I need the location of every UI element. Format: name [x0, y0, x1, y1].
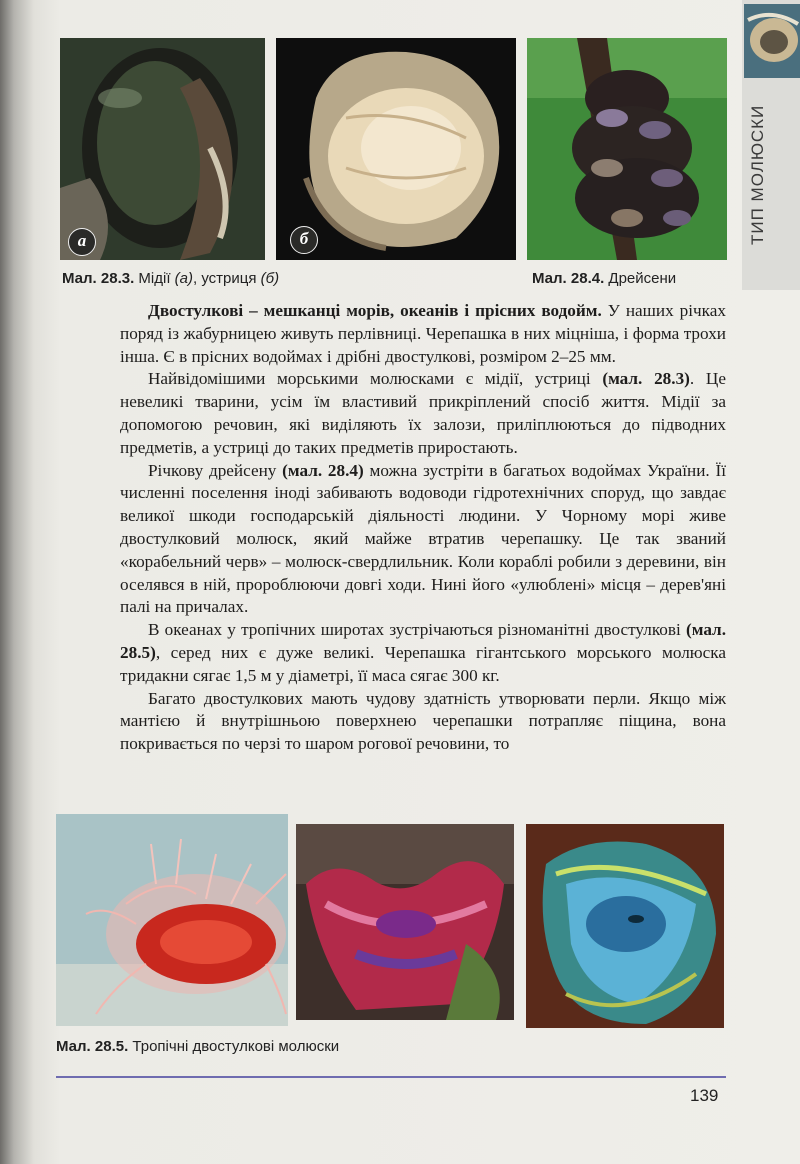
paragraph-5 — [120, 688, 726, 756]
paragraph-3-text-2: можна зустріти в багатьох водоймах України. Її численні поселення іноді забивають водоводи гідротехнічних споруд, що завдає великої шкоди господарській діяльності людини. У Чорному морі живе двостулковий молюск, який майже втратив черепашку. Це так званий «корабельний черв» – молюск-свердлильник. Коли кораблі робили з деревини, він оселявся в ній, пророблюючи довгі ходи. Нині його «улюблені» місця – дерев'яні палі на причалах. — [120, 460, 726, 617]
caption-fig-28-3-label: Мал. 28.3. — [62, 270, 135, 287]
caption-fig-28-3-text-b: , устриця — [193, 270, 261, 287]
photo-flame-scallop — [56, 814, 288, 1026]
paragraph-5-text: Багато двостулкових мають чудову здатність утворювати перли. Якщо між мантією й внутрішньою поверхнею черепашки потрапляє піщина, вона покривається по черзі то шаром рогової речовини, то — [120, 688, 726, 754]
caption-fig-28-4 — [532, 270, 676, 287]
caption-fig-28-5 — [56, 1038, 339, 1055]
badge-b: б — [290, 226, 318, 254]
paragraph-4-ref: (мал. 28.5) — [120, 620, 726, 662]
paragraph-2-text-2: . Це невеликі тварини, усім їм властивий прикріплений спосіб життя. Мідії за допомогою речовин, які виділяють їх залози, приліплюються до підводних предметів, а устриці до таких предметів приростають. — [120, 369, 726, 457]
caption-fig-28-4-label: Мал. 28.4. — [532, 270, 605, 287]
caption-fig-28-3-mark-a: (а) — [174, 270, 194, 287]
paragraph-2-text-1: Найвідомішими морськими молюсками є мідії, устриці — [148, 369, 603, 389]
paragraph-1-text: У наших річках поряд із жабурницею живуть перлівниці. Черепашка в них міцніша, і форма трохи інша. Є в прісних водоймах і дрібні двостулкові, розміром 2–25 мм. — [120, 301, 726, 366]
photo-zebra-mussels — [527, 38, 727, 260]
badge-a: а — [68, 228, 96, 256]
caption-fig-28-3-text-a: Мідії — [134, 270, 175, 287]
footer-rule — [56, 1076, 726, 1078]
paragraph-2-ref: (мал. 28.3) — [602, 369, 690, 389]
paragraph-4 — [120, 619, 726, 687]
caption-fig-28-4-text: Дрейсени — [604, 270, 677, 287]
photo-mussels — [60, 38, 265, 260]
photo-giant-clam-blue — [526, 824, 724, 1028]
paragraph-3 — [120, 460, 726, 620]
paragraph-2 — [120, 368, 726, 459]
paragraph-1 — [120, 300, 726, 368]
paragraph-4-text-1: В океанах у тропічних широтах зустрічаються різноманітні двостулкові — [148, 620, 686, 640]
caption-fig-28-3 — [62, 270, 279, 287]
caption-fig-28-5-label: Мал. 28.5. — [56, 1038, 129, 1055]
page-number: 139 — [690, 1086, 719, 1105]
photo-oyster — [276, 38, 516, 260]
body-text — [120, 300, 726, 756]
paragraph-3-text-1: Річкову дрейсену — [148, 460, 283, 480]
paragraph-1-lead: Двостулкові – мешканці морів, океанів і прісних водойм. — [148, 301, 602, 320]
chapter-label: ТИП МОЛЮСКИ — [748, 104, 767, 246]
photo-giant-clam-purple — [296, 824, 514, 1020]
caption-fig-28-5-text: Тропічні двостулкові молюски — [128, 1038, 340, 1055]
paragraph-3-ref: (мал. 28.4) — [282, 460, 364, 480]
paragraph-4-text-2: , серед них є дуже великі. Черепашка гігантського морського молюска тридакни сягає 1,5 м у діаметрі, її маса сягає 300 кг. — [120, 642, 726, 685]
caption-fig-28-3-mark-b: (б) — [260, 270, 280, 287]
